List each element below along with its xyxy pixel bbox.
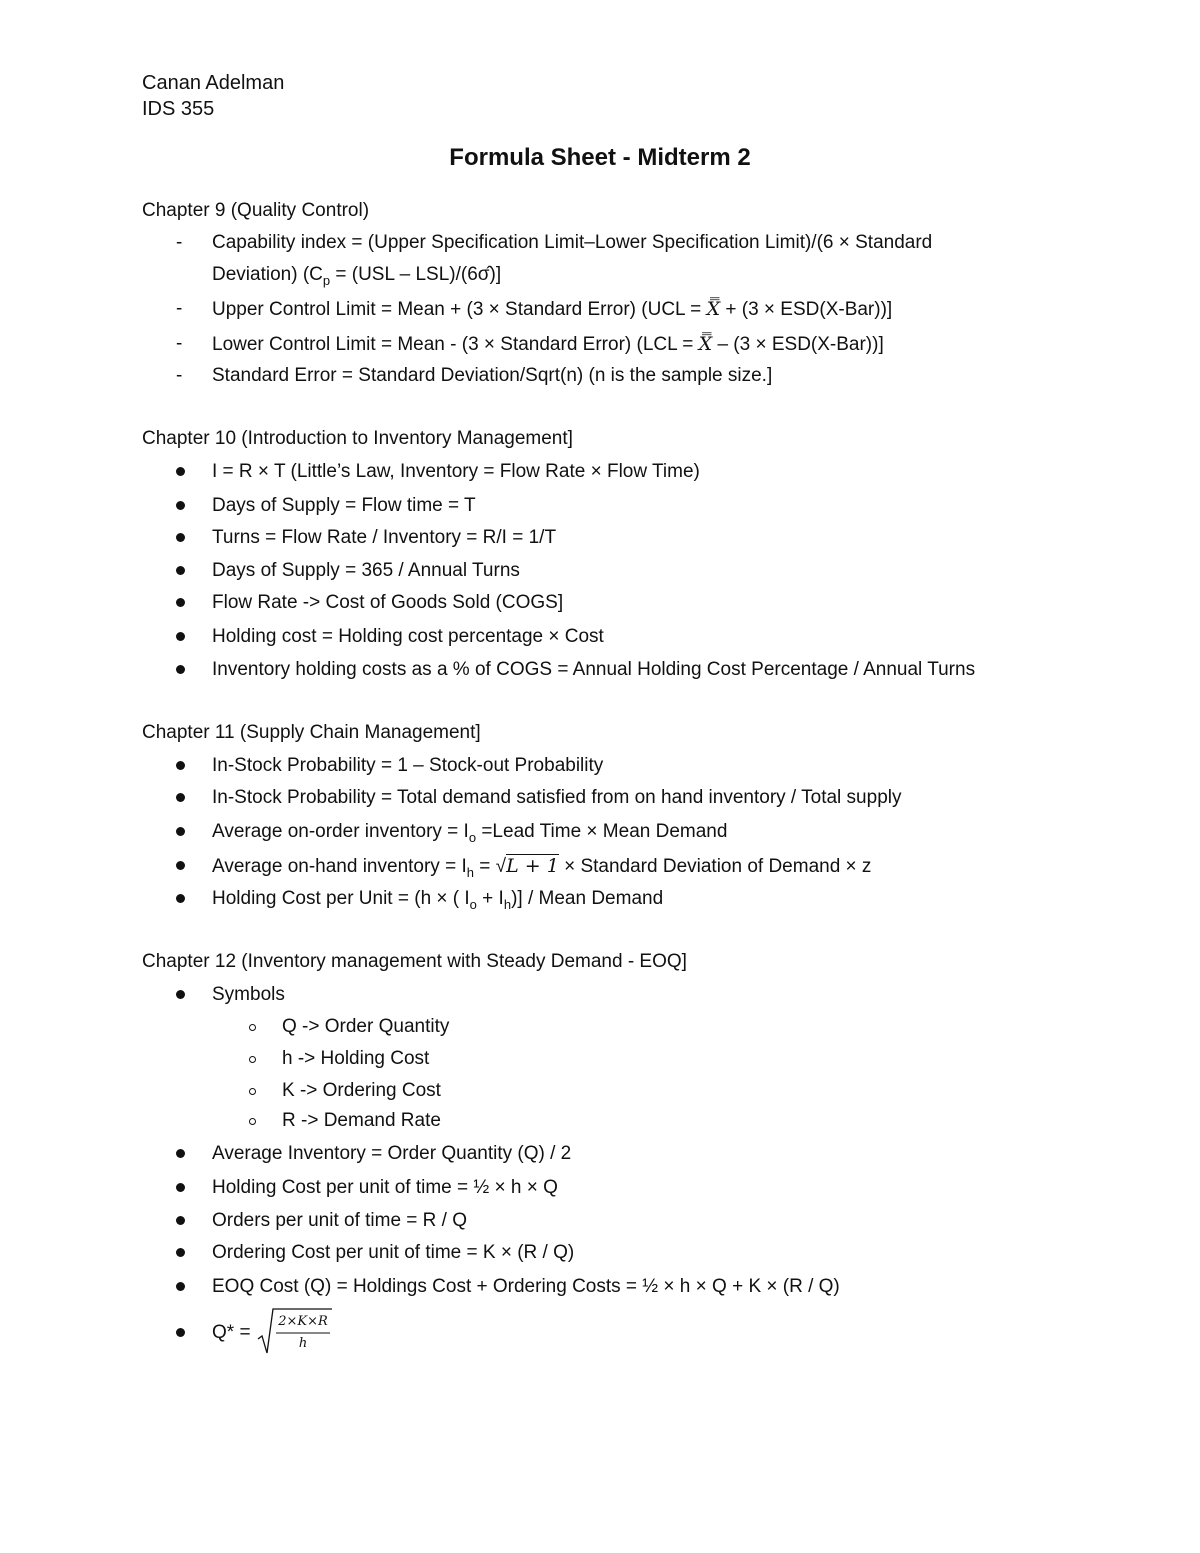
qstar-denominator: h: [298, 1336, 308, 1351]
chapter11-heading: Chapter 11 (Supply Chain Management]: [142, 722, 481, 743]
chapter10-item: Days of Supply = 365 / Annual Turns: [212, 560, 520, 581]
bullet: [176, 1282, 185, 1291]
symbol-item: Q -> Order Quantity: [282, 1016, 450, 1037]
page-title: Formula Sheet - Midterm 2: [449, 144, 751, 171]
bullet: [176, 793, 185, 802]
chapter12-item: Holding Cost per unit of time = ½ × h × Q: [212, 1177, 558, 1198]
capability-index-line2: Deviation) ($C_p = (USL$ – LSL)/(6σ̂)]: [212, 264, 502, 288]
bullet: [176, 761, 185, 770]
course-code: IDS 355: [142, 98, 215, 120]
symbol-item: K -> Ordering Cost: [282, 1080, 441, 1101]
average-on-hand-inventory: Average on-hand inventory = $I_h = √L + 1$ × Standard Deviation of Demand × z: [212, 855, 872, 880]
dash-marker: -: [176, 232, 183, 253]
bullet: [176, 501, 185, 510]
standard-error-formula: Standard Error = Standard Deviation/Sqrt(n) (n is the sample size.]: [212, 365, 773, 386]
bullet: [176, 827, 185, 836]
bullet: [176, 598, 185, 607]
chapter10-item: Inventory holding costs as a % of COGS = Annual Holding Cost Percentage / Annual Turns: [212, 659, 976, 680]
chapter12-item: EOQ Cost (Q) = Holdings Cost + Ordering Costs = ½ × h × Q + K × (R / Q): [212, 1276, 840, 1297]
qstar-numerator: 2×K×R: [278, 1314, 328, 1329]
sub-bullet: [249, 1056, 256, 1063]
ucl-formula: Upper Control Limit = Mean + (3 × Standard Error) (UCL = X̿ + (3 × ESD(X-Bar))]: [212, 298, 893, 320]
bullet: [176, 1328, 185, 1337]
chapter10-item: Turns = Flow Rate / Inventory = R/I = 1/T: [212, 527, 557, 548]
holding-cost-per-unit: Holding Cost per Unit = (h × ( $I_o + I_h$)] / Mean Demand: [212, 888, 664, 912]
in-stock-probability-alt: In-Stock Probability = Total demand satisfied from on hand inventory / Total supply: [212, 787, 902, 808]
sub-bullet: [249, 1118, 256, 1125]
bullet: [176, 1183, 185, 1192]
lcl-formula: Lower Control Limit = Mean - (3 × Standard Error) (LCL = X̿ – (3 × ESD(X-Bar))]: [212, 333, 884, 355]
symbols-label: Symbols: [212, 984, 285, 1005]
bullet: [176, 1149, 185, 1158]
qstar-label: Q* =: [212, 1322, 251, 1343]
in-stock-probability: In-Stock Probability = 1 – Stock-out Probability: [212, 755, 604, 776]
sub-bullet: [249, 1024, 256, 1031]
chapter12-heading: Chapter 12 (Inventory management with Steady Demand - EOQ]: [142, 951, 687, 972]
average-on-order-inventory: Average on-order inventory = $I_o$ =Lead Time × Mean Demand: [212, 821, 728, 845]
symbol-item: h -> Holding Cost: [282, 1048, 430, 1069]
eoq-sqrt-formula: [256, 1305, 336, 1357]
chapter10-item: Days of Supply = Flow time = T: [212, 495, 476, 516]
chapter10-item: Holding cost = Holding cost percentage × Cost: [212, 626, 604, 647]
dash-marker: -: [176, 333, 183, 354]
sub-bullet: [249, 1088, 256, 1095]
dash-marker: -: [176, 365, 183, 386]
bullet: [176, 861, 185, 870]
bullet: [176, 533, 185, 542]
chapter12-item: Average Inventory = Order Quantity (Q) / 2: [212, 1143, 572, 1164]
chapter10-heading: Chapter 10 (Introduction to Inventory Management]: [142, 428, 573, 449]
bullet: [176, 665, 185, 674]
symbol-item: R -> Demand Rate: [282, 1110, 441, 1131]
bullet: [176, 1216, 185, 1225]
bullet: [176, 894, 185, 903]
capability-index-line1: Capability index = (Upper Specification Limit–Lower Specification Limit)/(6 × Standard: [212, 232, 933, 253]
chapter12-item: Orders per unit of time = R / Q: [212, 1210, 468, 1231]
bullet: [176, 566, 185, 575]
bullet: [176, 632, 185, 641]
author-name: Canan Adelman: [142, 72, 285, 94]
chapter12-item: Ordering Cost per unit of time = K × (R / Q): [212, 1242, 575, 1263]
dash-marker: -: [176, 298, 183, 319]
chapter9-heading: Chapter 9 (Quality Control): [142, 200, 370, 221]
bullet: [176, 1248, 185, 1257]
chapter10-item: Flow Rate -> Cost of Goods Sold (COGS]: [212, 592, 564, 613]
bullet: [176, 467, 185, 476]
chapter10-item: I = R × T (Little’s Law, Inventory = Flow Rate × Flow Time): [212, 461, 700, 482]
bullet: [176, 990, 185, 999]
